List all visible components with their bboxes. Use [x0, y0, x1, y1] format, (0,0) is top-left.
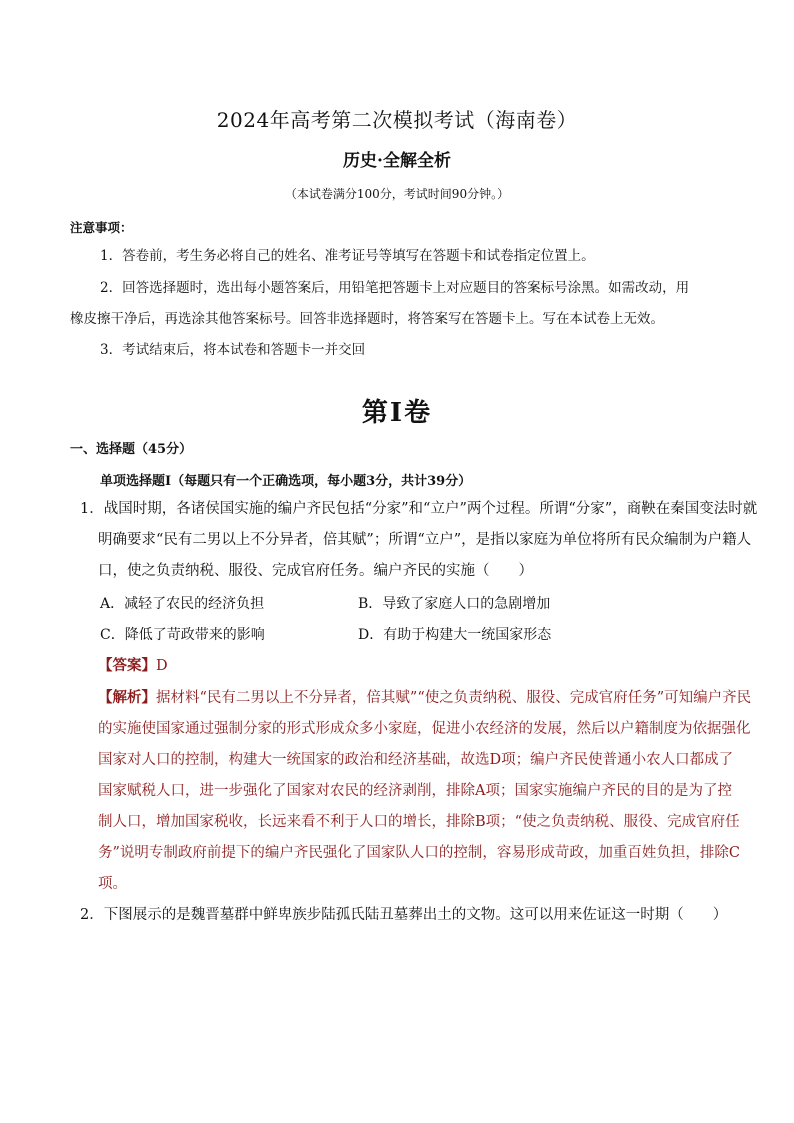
analysis-tag: 【解析】	[98, 689, 156, 706]
answer-value: D	[156, 658, 168, 674]
analysis-line-7: 项。	[98, 876, 127, 892]
option-c: C．降低了苛政带来的影响	[100, 627, 265, 643]
analysis-line-3: 国家对人口的控制，构建大一统国家的政治和经济基础，故选D项；编户齐民使普通小农人口都成了	[98, 752, 734, 768]
notice-item-2: 2．回答选择题时，选出每小题答案后，用铅笔把答题卡上对应题目的答案标号涂黑。如需改动，用	[100, 280, 690, 296]
question-1-line-3: 口，使之负责纳税、服役、完成官府任务。编户齐民的实施（ ）	[98, 563, 533, 579]
analysis-line-2: 的实施使国家通过强制分家的形式形成众多小家庭，促进小农经济的发展，然后以户籍制度为依据强化	[98, 721, 751, 737]
part-title: 一、选择题（45分）	[70, 442, 193, 457]
analysis-text-1: 据材料“民有二男以上不分异者，倍其赋”“使之负责纳税、服役、完成官府任务”可知编户齐民	[156, 690, 752, 706]
notice-item-3: 3．考试结束后，将本试卷和答题卡一并交回	[100, 342, 366, 358]
analysis-line-1	[98, 687, 751, 709]
question-1-line-2: 明确要求“民有二男以上不分异者，倍其赋”；所谓“立户”，是指以家庭为单位将所有民众编制为户籍人	[98, 532, 752, 548]
page-title: 2024年高考第二次模拟考试（海南卷）	[216, 108, 578, 132]
option-a: A．减轻了农民的经济负担	[100, 596, 265, 612]
exam-info: （本试卷满分100分，考试时间90分钟。）	[284, 187, 510, 201]
answer-line	[98, 655, 168, 677]
analysis-line-5: 制人口，增加国家税收，长远来看不利于人口的增长，排除B项；“使之负责纳税、服役、完成官府任	[98, 814, 740, 830]
option-b: B．导致了家庭人口的急剧增加	[358, 596, 551, 612]
analysis-line-6: 务”说明专制政府前提下的编户齐民强化了国家队人口的控制，容易形成苛政，加重百姓负担，排除C	[98, 845, 741, 861]
page-subtitle: 历史·全解全析	[343, 151, 451, 171]
notice-heading: 注意事项：	[70, 220, 133, 235]
notice-item-1: 1．答卷前，考生务必将自己的姓名、准考证号等填写在答题卡和试卷指定位置上。	[100, 248, 595, 264]
analysis-line-4: 国家赋税人口，进一步强化了国家对农民的经济剥削，排除A项；国家实施编户齐民的目的是为了控	[98, 783, 732, 799]
question-2-line: 2．下图展示的是魏晋墓群中鲜卑族步陆孤氏陆丑墓葬出土的文物。这可以用来佐证这一时期（ ）	[80, 907, 728, 923]
option-d: D．有助于构建大一统国家形态	[358, 627, 552, 643]
section-title: 第I卷	[361, 398, 433, 428]
answer-tag: 【答案】	[98, 657, 156, 674]
notice-item-2-cont: 橡皮擦干净后，再选涂其他答案标号。回答非选择题时，将答案写在答题卡上。写在本试卷上无效。	[70, 311, 664, 327]
sub-part-title: 单项选择题I（每题只有一个正确选项，每小题3分，共计39分）	[100, 474, 472, 489]
question-1-line-1: 1．战国时期，各诸侯国实施的编户齐民包括“分家”和“立户”两个过程。所谓“分家”，商鞅在秦国变法时就	[80, 501, 758, 517]
